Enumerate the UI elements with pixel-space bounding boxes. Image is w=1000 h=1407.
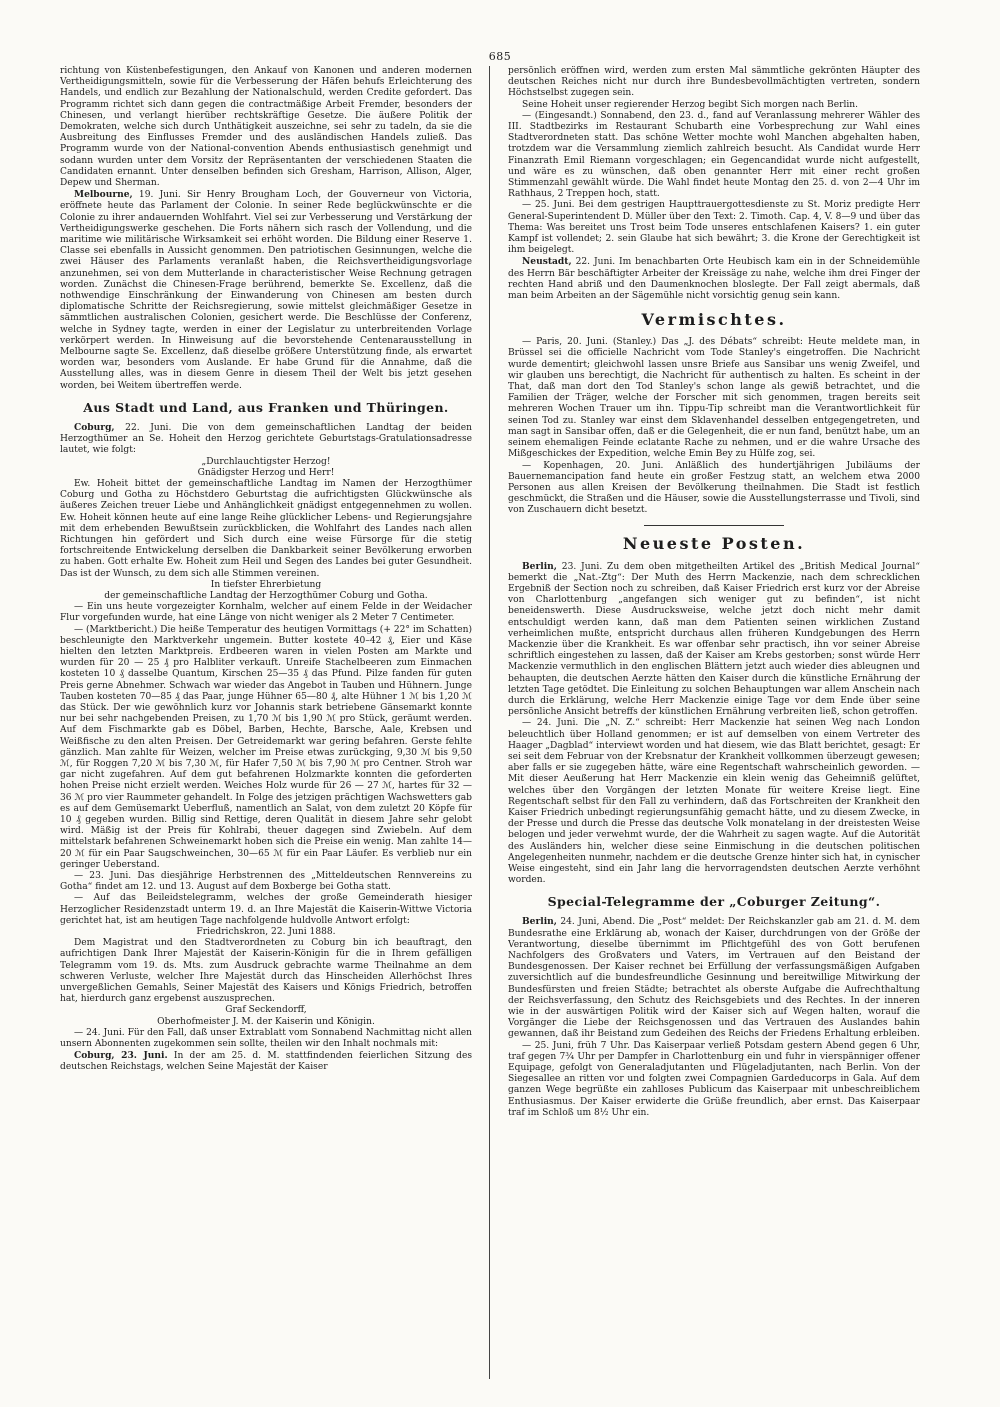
- article-berlin-1: [508, 561, 920, 719]
- letter-signature-1: Graf Seckendorff,: [225, 1005, 307, 1016]
- letter-place-date: Friedrichskron, 22. Juni 1888.: [196, 927, 336, 938]
- article-kopenhagen: — Kopenhagen, 20. Juni. Anläßlich des hundertjährigen Jubiläums der Bauernemancipation fand heute ein großer Festzug statt, an welchem etwa 2000 Personen aus allen Kreisen der Bevölkerung theilnahmen. Die Stadt ist festlich geschmückt, die Straßen und die Häuser, sowie die Ausstellungsterrasse und Tivoli, sind von Zuschauern dicht besetzt.: [508, 460, 920, 516]
- article-reichstag-continued: persönlich eröffnen wird, werden zum ersten Mal sämmtliche gekrönten Häupter des deutschen Reiches nicht nur durch ihre Bundesbevollmächtigten vertreten, sondern Höchstselbst zugegen sein.: [508, 66, 920, 99]
- article-beileid: — Auf das Beileidstelegramm, welches der große Gemeinderath hiesiger Herzoglicher Residenzstadt unterm 19. d. an Ihre Majestät die Kaiserin-Wittwe Victoria gerichtet hat, ist am heutigen Tage nachfolgende huldvolle Antwort erfolgt:: [60, 893, 472, 926]
- article-trauergottesdienst: — 25. Juni. Bei dem gestrigen Haupttrauergottesdienste zu St. Moriz predigte Herr General-Superintendent D. Müller über den Text: 2. Timoth. Cap. 4, V. 8—9 und über das Thema: Was bereitet uns Trost beim Tode unseres entschlafenen Kaisers? 1. ein guter Kampf ist vollendet; 2. sein Glaube hat sich bewährt; 3. die Krone der Gerechtigkeit ist ihm beigelegt.: [508, 200, 920, 256]
- separator-rule: [644, 525, 784, 526]
- dateline-coburg: Coburg,: [74, 421, 115, 433]
- article-berlin-3: [508, 916, 920, 1040]
- letter-body: Dem Magistrat und den Stadtverordneten zu Coburg bin ich beauftragt, den aufrichtigen Dank Ihrer Majestät der Kaiserin-Königin für die in Ihrem gefälligen Telegramm vom 19. ds. Mts. zum Ausdruck gebrachte warme Theilnahme an dem schweren Verluste, welcher Ihre Majestät durch das Hinscheiden Allerhöchst Ihres unvergeßlichen Gemahls, Seiner Majestät des Kaisers und Königs Friedrich, betroffen hat, hierdurch ganz ergebenst auszusprechen.: [60, 938, 472, 1005]
- article-herzog-berlin: Seine Hoheit unser regierender Herzog begibt Sich morgen nach Berlin.: [522, 99, 859, 110]
- section-heading-telegramme: Special-Telegramme der „Coburger Zeitung“.: [547, 894, 881, 910]
- article-coburg-2: [60, 1050, 472, 1073]
- dateline-melbourne: Melbourne,: [74, 189, 133, 201]
- address-greeting-2: Gnädigster Herzog und Herr!: [197, 467, 335, 478]
- article-neustadt: [508, 256, 920, 302]
- article-eingesandt: — (Eingesandt.) Sonnabend, den 23. d., fand auf Veranlassung mehrerer Wähler des III. Stadtbezirks im Restaurant Schubarth eine Vorbesprechung zur Wahl eines Stadtverordneten statt. Das schöne Wetter mochte wohl Manchen abgehalten haben, trotzdem war die Versammlung ziemlich zahlreich besucht. Als Candidat wurde Herr Finanzrath Emil Riemann vorgeschlagen; ein Gegencandidat wurde nicht aufgestellt, und wäre es zu wünschen, daß oben genannter Herr mit einer recht großen Stimmenzahl gewählt würde. Die Wahl findet heute Montag den 25. d. von 2—4 Uhr im Rathhaus, 2 Treppen hoch, statt.: [508, 110, 920, 200]
- address-closing-2: der gemeinschaftliche Landtag der Herzogthümer Coburg und Gotha.: [104, 590, 428, 601]
- section-heading-neueste-posten: Neueste Posten.: [622, 533, 806, 553]
- article-paris: — Paris, 20. Juni. (Stanley.) Das „J. des Débats“ schreibt: Heute meldete man, in Brüssel sei die officielle Nachricht vom Tode Stanley's eingetroffen. Die Nachricht wurde dementirt; gleichwohl lassen unsre Briefe aus Sansibar uns wenig Zweifel, und wir glauben uns berechtigt, die Nachricht für authentisch zu halten. Es scheint in der That, daß man dort den Tod Stanley's schon lange als gewiß betrachtet, und die Familien der Träger, welche der Forscher mit sich genommen, tragen bereits seit mehreren Wochen Trauer um ihn. Tippu-Tip schreibt man die Verantwortlichkeit für seinen Tod zu. Stanley war einst dem Sklavenhandel desselben entgegengetreten, und man sagt in Sansibar offen, daß er die Gelegenheit, die er nun fand, benützt habe, um an seinem ehemaligen Feinde eclatante Rache zu nehmen, und er die wahre Ursache des Mißgeschickes der Expedition, welche Emin Bey zu Hülfe zog, sei.: [508, 337, 920, 460]
- article-neustadt-text: 22. Juni. Im benachbarten Orte Heubisch kam ein in der Schneidemühle des Herrn Bär beschäftigter Arbeiter der Kreissäge zu nahe, welche ihm drei Finger der rechten Hand abriß und den Daumenknochen bloslegte. Der Fall zeigt abermals, daß man beim Arbeiten an der Sägemühle nicht vorsichtig genug sein kann.: [508, 257, 920, 302]
- address-closing-1: In tiefster Ehrerbietung: [210, 579, 322, 590]
- article-coburg-text: 22. Juni. Die von dem gemeinschaftlichen Landtag der beiden Herzogthümer an Se. Hoheit den Herzog gerichtete Geburtstags-Gratulationsadresse lautet, wie folgt:: [60, 422, 472, 456]
- article-marktbericht: — (Marktbericht.) Die heiße Temperatur des heutigen Vormittags (+ 22° im Schatten) beschleunigte den Marktverkehr ungemein. Butter kostete 40–42 ₰, Eier und Käse hielten den letzten Marktpreis. Erdbeeren waren in vielen Posten am Markte und wurden für 20 — 25 ₰ pro Halbliter verkauft. Unreife Stachelbeeren zum Einmachen kosteten 10 ₰ dasselbe Quantum, Kirschen 25—35 ₰ das Pfund. Pilze fanden für guten Preis gerne Abnehmer. Schwach war wieder das Angebot in Tauben und Hühnern. Junge Tauben kosteten 70—85 ₰ das Paar, junge Hühner 65—80 ₰, alte Hühner 1 ℳ bis 1,20 ℳ das Stück. Der wie gewöhnlich kurz vor Johannis stark betriebene Gänsemarkt konnte nur bei sehr nachgebenden Preisen, zu 1,70 ℳ bis 1,90 ℳ pro Stück, geräumt werden. Auf dem Fischmarkte gab es Döbel, Barben, Hechte, Barsche, Aale, Krebsen und Weißfische zu den alten Preisen. Der Getreidemarkt war gering befahren. Gerste fehlte gänzlich. Man zahlte für Weizen, welcher im Preise etwas zurückging, 9,30 ℳ bis 9,50 ℳ, für Roggen 7,20 ℳ bis 7,30 ℳ, für Hafer 7,50 ℳ bis 7,90 ℳ pro Centner. Stroh war gar nicht zugefahren. Auf dem gut befahrenen Holzmarkte konnten die geforderten hohen Preise nicht erzielt werden. Weiches Holz wurde für 26 — 27 ℳ, hartes für 32 — 36 ℳ pro vier Raummeter gehandelt. In Folge des jetzigen prächtigen Wachswetters gab es auf dem Gemüsemarkt Ueberfluß, namentlich an Salat, von dem zuletzt 20 Köpfe für 10 ₰ gegeben wurden. Billig sind Rettige, deren Qualität in diesem Jahre sehr gelobt wird. Mäßig ist der Preis für Kohlrabi, theuer dagegen sind Zwiebeln. Auf dem mittelstark befahrenen Schweinemarkt hoben sich die Preise ein wenig. Man zahlte 14—20 ℳ für ein Paar Saugschweinchen, 30—65 ℳ für ein Paar Läufer. Es verblieb nur ein geringer Ueberstand.: [60, 624, 472, 870]
- dateline-berlin-3: Berlin,: [522, 916, 557, 928]
- section-heading-vermischtes: Vermischtes.: [641, 310, 787, 330]
- article-coburg: [60, 422, 472, 457]
- left-column: [60, 66, 472, 1389]
- article-coburg-2-text: In der am 25. d. M. stattfindenden feierlichen Sitzung des deutschen Reichstags, welchen Seine Majestät der Kaiser: [60, 1051, 472, 1073]
- article-kaiserpaar: — 25. Juni, früh 7 Uhr. Das Kaiserpaar verließ Potsdam gestern Abend gegen 6 Uhr, traf gegen 7¾ Uhr per Dampfer in Charlottenburg ein und fuhr in vierspänniger offener Equipage, gefolgt von Generaladjutanten und Flügeladjutanten, nach Berlin. Von der Siegesallee an ritten vor und folgten zwei Compagnien Gardeducorps in Gala. Auf dem ganzen Wege begrüßte ein zahlloses Publicum das Kaiserpaar mit unbeschreiblichem Enthusiasmus. Der Kaiser erwiderte die Grüße freundlich, aber ernst. Das Kaiserpaar traf im Schloß um 8½ Uhr ein.: [508, 1040, 920, 1118]
- section-heading-region: Aus Stadt und Land, aus Franken und Thüringen.: [83, 399, 449, 415]
- dateline-coburg-2: Coburg, 23. Juni.: [74, 1050, 168, 1062]
- dateline-berlin-1: Berlin,: [522, 560, 557, 572]
- article-berlin-3-text: 24. Juni, Abend. Die „Post“ meldet: Der Reichskanzler gab am 21. d. M. dem Bundesrathe eine Erklärung ab, wonach der Kaiser, durchdrungen von der Größe der Verantwortung, dieselbe übernimmt im Pflichtgefühl des von Gott berufenen Nachfolgers des Großvaters und Vaters, im Vertrauen auf den Beistand der Bundesgenossen. Der Kaiser rechnet bei Erfüllung der verfassungsmäßigen Aufgaben zuversichtlich auf die bundesfreundliche Gesinnung und bereitwillige Mitwirkung der Bundesfürsten und freien Städte; betrachtet als oberste Aufgabe die Aufrechthaltung der Reichsverfassung, den Schutz des Reichsgebiets und des Rechtes. In der inneren wie in der auswärtigen Politik wird der Kaiser sich auf Wegen halten, worauf die Vorgänger die Liebe der Reichsgenossen und das Vertrauen des Auslandes bahin gewannen, daß ihr Beistand zum Gedeihen des Reichs der Friedens Erhaltung erbleiben.: [508, 917, 920, 1040]
- article-melbourne-text: 19. Juni. Sir Henry Brougham Loch, der Gouverneur von Victoria, eröffnete heute das Parlament der Colonie. In seiner Rede beglückwünschte er die Colonie zu ihrer andauernden Wohlfahrt. Viel sei zur Verbesserung und Verstärkung der Vertheidigungswerke geschehen. Die Forts nähern sich rasch der Vollendung, und die maritime wie militärische Wirksamkeit sei erhöht worden. Die Bildung einer Reserve 1. Classe sei ebenfalls in Aussicht genommen. Den patriotischen Gesinnungen, welche die zwei Häuser des Parlaments veranlaßt haben, die Reichsvertheidigungsvorlage anzunehmen, sei von dem Mutterlande in characteristischer Weise Rechnung getragen worden. Zunächst die Chinesen-Frage berührend, bemerkte Se. Excellenz, daß die nothwendige Einschränkung der Einwanderung von Chinesen am besten durch diplomatische Schritte der Reichsregierung, sowie mittelst gleichmäßiger Gesetze in sämmtlichen australischen Colonien, gesichert werde. Die Beschlüsse der Conferenz, welche in Sydney tagte, werden in einer der Legislatur zu unterbreitenden Vorlage verkörpert werden. In Hinweisung auf die bevorstehende Centenarausstellung in Melbourne sagte Se. Excellenz, daß dieselbe größere Unterstützung finde, als erwartet worden war, besonders vom Auslande. Er habe Grund für die Annahme, daß die Ausstellung alles, was in diesem Genre in diesem Theil der Welt bis jetzt gesehen worden, bei Weitem übertreffen werde.: [60, 190, 472, 391]
- column-divider: [489, 66, 490, 1379]
- article-us-program-continued: richtung von Küstenbefestigungen, den Ankauf von Kanonen und anderen modernen Vertheidigungsmitteln, sowie für die Verbesserung der Häfen behufs Erleichterung des Handels, und endlich zur Bezahlung der Nationalschuld, werden Credite gefordert. Das Programm richtet sich dann gegen die contractmäßige Arbeit Fremder, besonders der Chinesen, und verlangt hierüber rechtskräftige Gesetze. Die äußere Politik der Demokraten, welche sich durch Unthätigkeit auszeichne, sei sehr zu tadeln, da sie die Ausbreitung des Einflusses Fremder und des ausländischen Handels zuließ. Das Programm wurde von der National-convention Abends enthusiastisch genehmigt und sodann wurden unter dem Vorsitz der Repräsentanten der verschiedenen Staaten die Candidaten ernannt. Unter denselben befinden sich Gresham, Harrison, Allison, Alger, Depew und Sherman.: [60, 66, 472, 189]
- page-number: 685: [488, 50, 512, 63]
- article-kornhalm: — Ein uns heute vorgezeigter Kornhalm, welcher auf einem Felde in der Weidacher Flur vorgefunden wurde, hat eine Länge von nicht weniger als 2 Meter 7 Centimeter.: [60, 602, 472, 624]
- article-melbourne: [60, 189, 472, 392]
- article-berlin-1-text: 23. Juni. Zu dem oben mitgetheilten Artikel des „British Medical Journal“ bemerkt die „Nat.-Ztg“: Der Muth des Herrn Mackenzie, nach dem schrecklichen Ergebniß der Section noch zu schreiben, daß Kaiser Friedrich erst kurz vor der Abreise von Charlottenburg „angefangen sich weniger gut zu befinden“, ist nicht beneidenswerth. Diese Ausdrucksweise, welche jetzt doch nicht mehr damit entschuldigt werden kann, daß man dem Patienten seinen wirklichen Zustand verheimlichen mußte, entspricht durchaus allen früheren Kundgebungen des Herrn Mackenzie über die Krankheit. Es war offenbar sehr practisch, ihn vor seiner Abreise schriftlich eingestehen zu lassen, daß der Kaiser am Krebs gestorben; sonst würde Herr Mackenzie vermuthlich in den englischen Blättern jetzt auch wieder dies ableugnen und behaupten, die deutschen Aerzte hätten den Kaiser durch die künstliche Ernährung der letzten Tage getödtet. Die Einleitung zu solchen Behauptungen war allem Anschein nach durch die Erklärung, welche Herr Mackenzie einige Tage vor dem Ende über seine persönliche Ansicht betreffs der künstlichen Ernährung verbreiten ließ, schon getroffen.: [508, 561, 920, 718]
- article-berlin-2: — 24. Juni. Die „N. Z.“ schreibt: Herr Mackenzie hat seinen Weg nach London beleuchtlich über Holland genommen; er ist auf demselben von einem Vertreter des Haager „Dagblad“ interviewt worden und hat diesem, wie das Blatt berichtet, gesagt: Er sei seit dem Februar von der Krebsnatur der Krankheit vollkommen überzeugt gewesen; aber falls er sie zugegeben hätte, wäre eine Regentschaft wahrscheinlich geworden. — Mit dieser Aeußerung hat Herr Mackenzie ein klein wenig das Geheimniß gelüftet, welches über den Vorgängen der letzten Monate für weitere Kreise liegt. Eine Regentschaft selbst für den Fall zu verhindern, daß das Fortschreiten der Krankheit den Kaiser Friedrich unbedingt regierungsunfähig gemacht hätte, und zu diesem Zwecke, in der Presse und durch die Presse das deutsche Volk monatelang in der dreistesten Weise belogen und jeder verwehmt wurde, der die Wahrheit zu sagen wagte. Auf die Autorität des Ausländers hin, welcher diese seine Einmischung in die deutschen politischen Angelegenheiten nunmehr, nachdem er die deutsche Grenze hinter sich hat, in cynischer Weise eingesteht, sind ein Jahr lang die hervorragendsten deutschen Aerzte verhöhnt worden.: [508, 718, 920, 886]
- letter-signature-2: Oberhofmeister J. M. der Kaiserin und Königin.: [157, 1016, 375, 1027]
- dateline-neustadt: Neustadt,: [522, 256, 572, 268]
- address-greeting: „Durchlauchtigster Herzog!: [201, 456, 331, 467]
- article-herbstrennen: — 23. Juni. Das diesjährige Herbstrennen des „Mitteldeutschen Rennvereins zu Gotha“ findet am 12. und 13. August auf dem Boxberge bei Gotha statt.: [60, 871, 472, 893]
- address-body: Ew. Hoheit bittet der gemeinschaftliche Landtag im Namen der Herzogthümer Coburg und Gotha zu Höchstdero Geburtstag die aufrichtigsten Glückwünsche als äußeres Zeichen treuer Liebe und Anhänglichkeit gnädigst entgegennehmen zu wollen. Ew. Hoheit können heute auf eine lange Reihe glücklicher Lebens- und Regierungsjahre mit dem erhebenden Bewußtsein zurückblicken, die Wohlfahrt des Landes nach allen Richtungen hin gefördert und Sich durch eine weise Fürsorge für die stetig fortschreitende Entwickelung derselben die Dankbarkeit seiner Bevölkerung erworben zu haben. Gott erhalte Ew. Hoheit zum Heil und Segen des Landes bei guter Gesundheit. Das ist der Wunsch, zu dem sich alle Stimmen vereinen.: [60, 478, 472, 579]
- right-column: [508, 66, 920, 1389]
- article-extrablatt: — 24. Juni. Für den Fall, daß unser Extrablatt vom Sonnabend Nachmittag nicht allen unsern Abonnenten zugekommen sein sollte, theilen wir den Inhalt nochmals mit:: [60, 1027, 472, 1050]
